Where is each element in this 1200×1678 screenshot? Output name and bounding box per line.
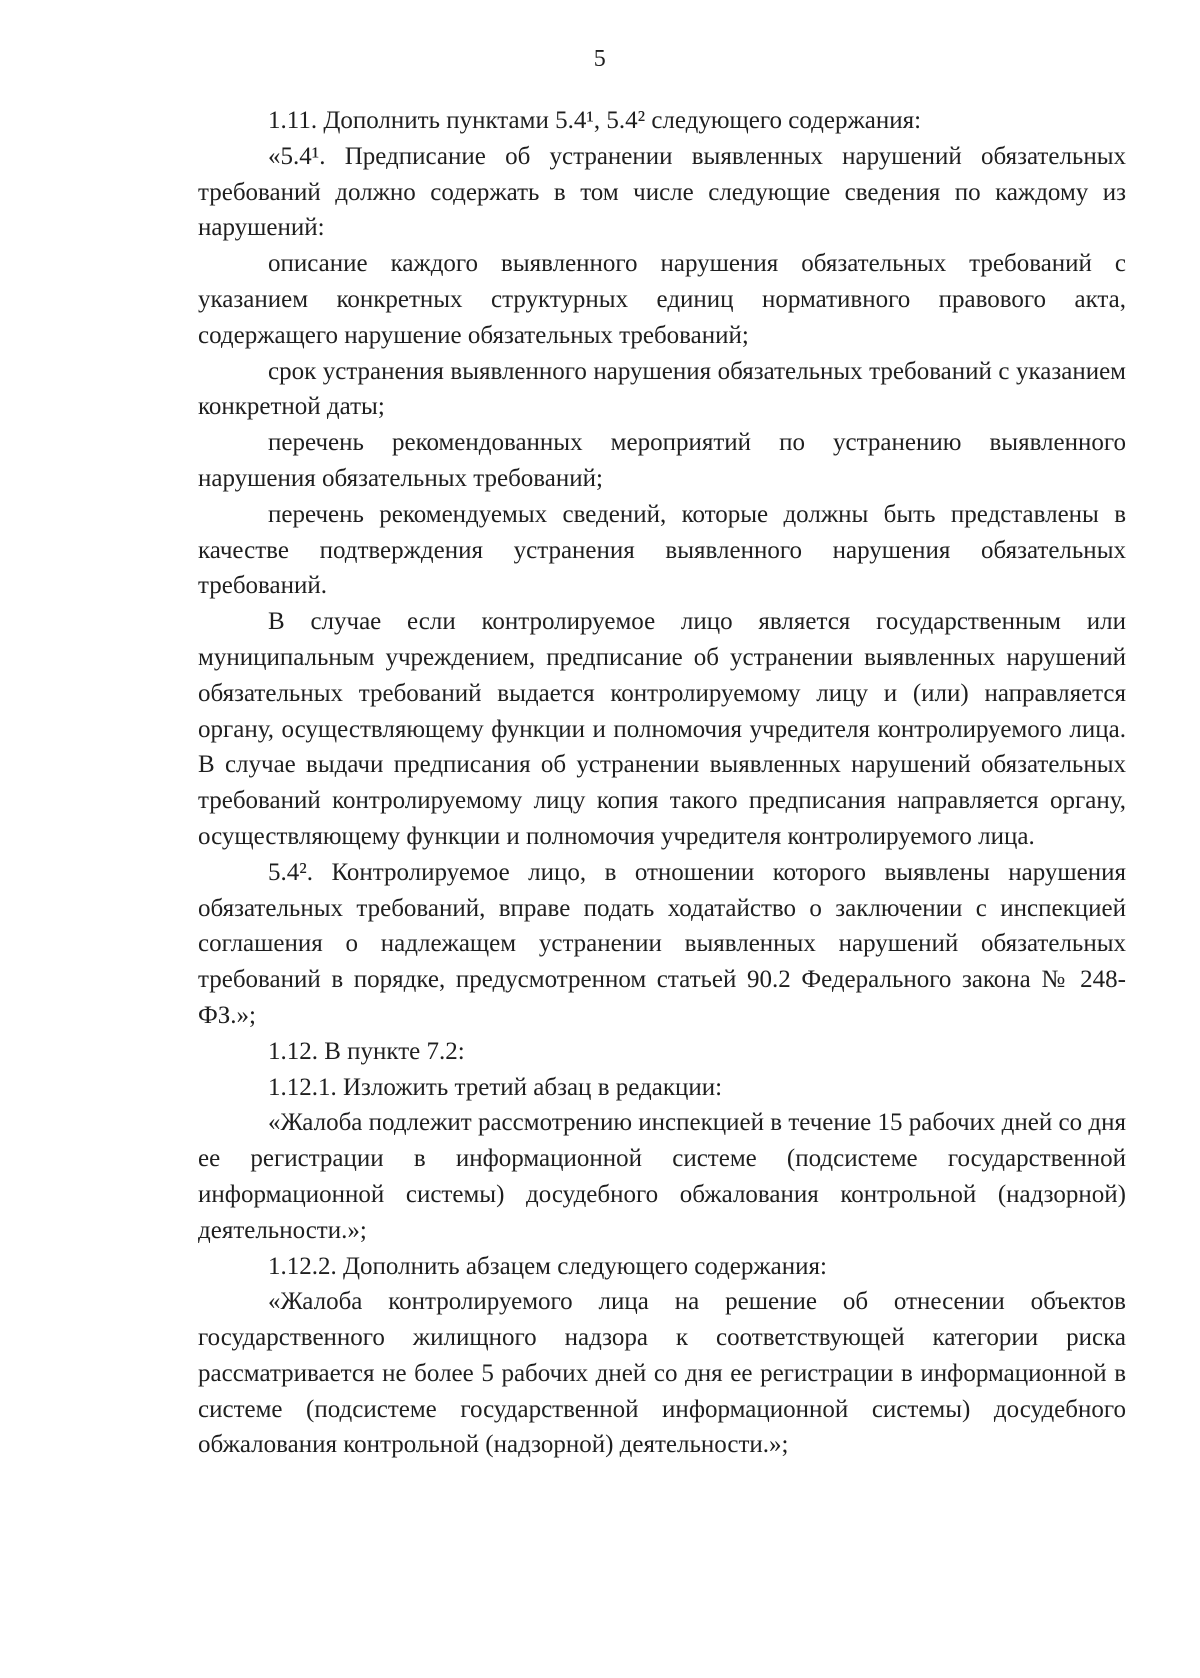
paragraph-complaint-5-days: «Жалоба контролируемого лица на решение об отнесении объектов государственного жилищного надзора к соответствующей категории риска рассматривается не более 5 рабочих дней со дня ее регистрации в информационной в системе (подсистеме государственной информационной системы) досудебного обжалования контрольной (надзорной) деятельности.»; (198, 1288, 1126, 1459)
paragraph-1-12: 1.12. В пункте 7.2: (268, 1037, 465, 1065)
paragraph-state-institution: В случае если контролируемое лицо является государственным или муниципальным учреждением, предписание об устранении выявленных нарушений обязательных требований выдается контролируемому лицу и (или) направляется органу, осуществляющему функции и полномочия учредителя контролируемого лица. В случае выдачи предписания об устранении выявленных нарушений обязательных требований контролируемому лицу копия такого предписания направляется органу, осуществляющему функции и полномочия учредителя контролируемого лица. (198, 608, 1126, 850)
paragraph-1-12-1: 1.12.1. Изложить третий абзац в редакции: (268, 1073, 723, 1101)
paragraph-5-4-1-intro: «5.4¹. Предписание об устранении выявленных нарушений обязательных требований должно содержать в том числе следующие сведения по каждому из нарушений: (198, 142, 1126, 242)
page-number: 5 (593, 46, 607, 72)
paragraph-recommended-measures: перечень рекомендованных мероприятий по устранению выявленного нарушения обязательных требований; (198, 429, 1126, 492)
paragraph-1-11: 1.11. Дополнить пунктами 5.4¹, 5.4² следующего содержания: (268, 107, 922, 134)
paragraph-1-12-2: 1.12.2. Дополнить абзацем следующего содержания: (268, 1252, 827, 1280)
paragraph-elimination-deadline: срок устранения выявленного нарушения обязательных требований с указанием конкретной даты; (198, 357, 1126, 421)
paragraph-recommended-info: перечень рекомендуемых сведений, которые должны быть представлены в качестве подтверждения устранения выявленного нарушения обязательных требований. (198, 500, 1126, 600)
paragraph-complaint-15-days: «Жалоба подлежит рассмотрению инспекцией в течение 15 рабочих дней со дня ее регистрации в информационной системе (подсистеме государственной информационной системы) досудебного обжалования контрольной (надзорной) деятельности.»; (198, 1109, 1126, 1244)
paragraph-5-4-2: 5.4². Контролируемое лицо, в отношении которого выявлены нарушения обязательных требований, вправе подать ходатайство о заключении с инспекцией соглашения о надлежащем устранении выявленных нарушений обязательных требований в порядке, предусмотренном статьей 90.2 Федерального закона № 248-ФЗ.»; (198, 858, 1126, 1029)
paragraph-violation-description: описание каждого выявленного нарушения обязательных требований с указанием конкретных структурных единиц нормативного правового акта, содержащего нарушение обязательных требований; (198, 250, 1126, 349)
document-body (198, 103, 1126, 1463)
